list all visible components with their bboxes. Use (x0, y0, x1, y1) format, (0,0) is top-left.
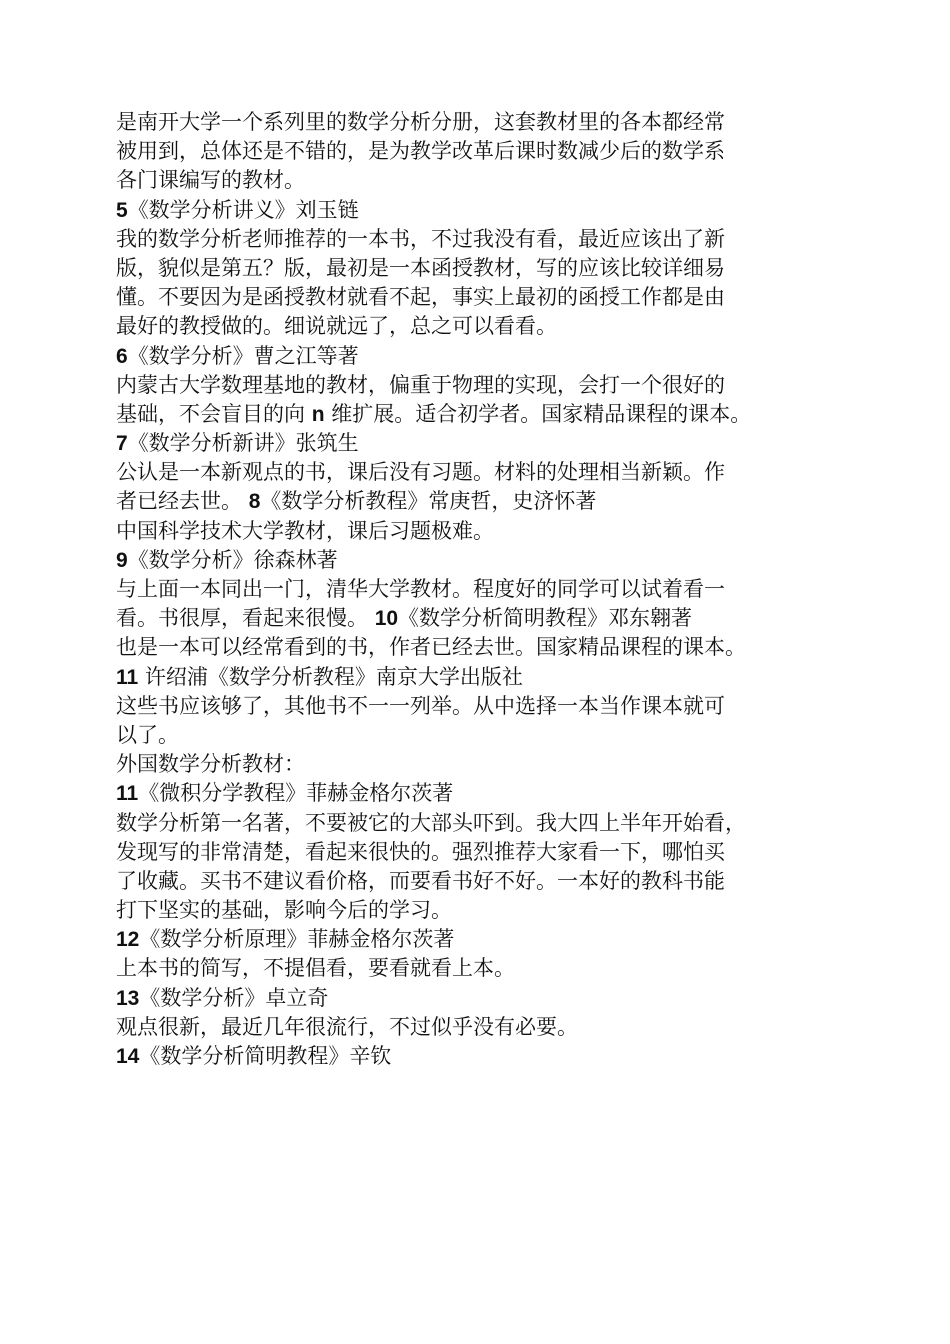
inline-number: 9 (116, 548, 128, 572)
text-line: 基础，不会盲目的向 n 维扩展。适合初学者。国家精品课程的课本。 (116, 401, 752, 426)
text-line: 9《数学分析》徐森林著 (116, 547, 338, 572)
text-line: 内蒙古大学数理基地的教材，偏重于物理的实现，会打一个很好的 (116, 372, 725, 397)
text-line: 与上面一本同出一门，清华大学教材。程度好的同学可以试着看一 (116, 577, 725, 601)
text-line: 11 许绍浦《数学分析教程》南京大学出版社 (116, 664, 523, 689)
text-line: 发现写的非常清楚，看起来很快的。强烈推荐大家看一下，哪怕买 (116, 839, 725, 864)
text-line: 中国科学技术大学教材，课后习题极难。 (116, 518, 494, 543)
inline-number: 13 (116, 986, 140, 1010)
text-line: 各门课编写的教材。 (116, 168, 305, 193)
text-line: 观点很新，最近几年很流行，不过似乎没有必要。 (116, 1014, 578, 1039)
text-line: 外国数学分析教材： (116, 752, 305, 777)
text-line: 打下坚实的基础，影响今后的学习。 (116, 898, 452, 923)
inline-number: 7 (116, 432, 128, 456)
inline-number: n (311, 402, 325, 426)
text-line: 11《微积分学教程》菲赫金格尔茨著 (116, 781, 454, 806)
text-line: 以了。 (116, 722, 179, 747)
text-line: 7《数学分析新讲》张筑生 (116, 431, 359, 456)
inline-number: 8 (248, 490, 261, 514)
text-line: 上本书的简写，不提倡看，要看就看上本。 (116, 956, 515, 981)
inline-number: 5 (116, 198, 128, 222)
document-body (116, 108, 876, 1071)
inline-number: 12 (116, 928, 140, 952)
text-line: 公认是一本新观点的书，课后没有习题。材料的处理相当新颖。作 (116, 460, 725, 485)
text-line: 数学分析第一名著，不要被它的大部头吓到。我大四上半年开始看， (116, 810, 746, 835)
inline-number: 14 (116, 1045, 140, 1068)
inline-number: 10 (374, 607, 399, 631)
inline-number: 11 (116, 782, 139, 806)
text-line: 12《数学分析原理》菲赫金格尔茨著 (116, 927, 455, 952)
text-line: 看。书很厚，看起来很慢。 10《数学分析简明教程》邓东翱著 (116, 606, 693, 631)
text-line: 最好的教授做的。细说就远了，总之可以看看。 (116, 314, 557, 339)
text-line: 被用到，总体还是不错的，是为教学改革后课时数减少后的数学系 (116, 139, 725, 164)
text-line: 14《数学分析简明教程》辛钦 (116, 1044, 392, 1068)
text-line: 了收藏。买书不建议看价格，而要看书好不好。一本好的教科书能 (116, 868, 725, 893)
text-line: 13《数学分析》卓立奇 (116, 985, 329, 1010)
text-line: 我的数学分析老师推荐的一本书，不过我没有看，最近应该出了新 (116, 226, 725, 251)
text-line: 6《数学分析》曹之江等著 (116, 343, 359, 368)
text-line: 懂。不要因为是函授教材就看不起，事实上最初的函授工作都是由 (116, 285, 725, 310)
text-line: 这些书应该够了，其他书不一一列举。从中选择一本当作课本就可 (116, 693, 725, 718)
text-line: 者已经去世。 8《数学分析教程》常庚哲，史济怀著 (116, 489, 597, 514)
text-line: 是南开大学一个系列里的数学分析分册，这套教材里的各本都经常 (116, 110, 725, 134)
inline-number: 6 (116, 344, 128, 368)
text-line: 版，貌似是第五？版，最初是一本函授教材，写的应该比较详细易 (116, 255, 725, 280)
text-line: 也是一本可以经常看到的书，作者已经去世。国家精品课程的课本。 (116, 635, 746, 660)
text-line: 5《数学分析讲义》刘玉链 (116, 197, 359, 222)
inline-number: 11 (116, 665, 139, 689)
